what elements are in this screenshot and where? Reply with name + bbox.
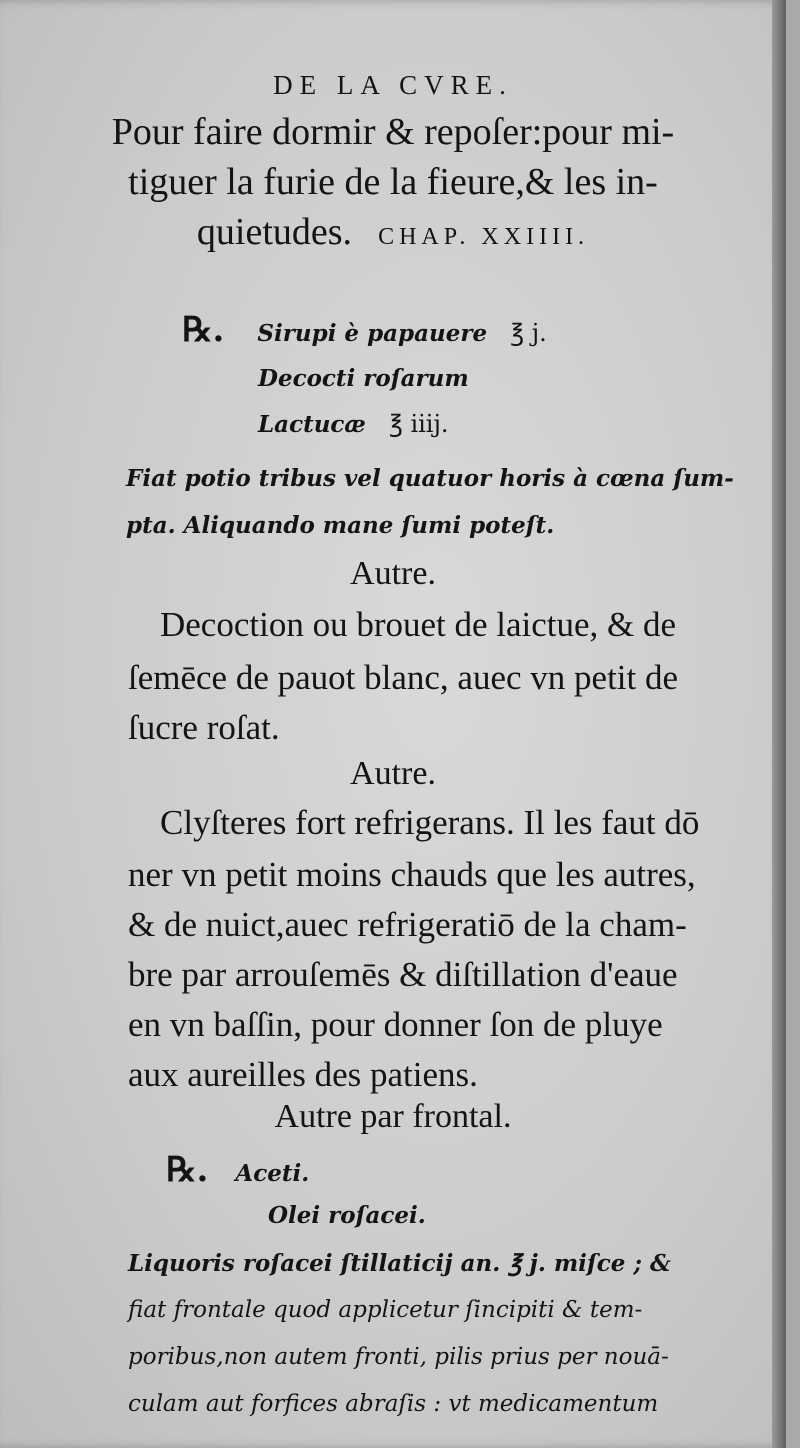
recipe-ingredient: Sirupi è papauere [257,320,488,347]
section-heading: Autre par frontal. [274,1098,512,1135]
chapter-title-line-3 [0,210,786,254]
body-line: Decoction ou brouet de laictue, & de [160,605,677,644]
recipe-line [166,1150,309,1190]
body-line: bre par arrouſemēs & diſtillation d'eaue [128,955,678,994]
chapter-title-line-1: Pour faire dormir & repoſer:pour mi- [111,111,675,153]
recipe-ingredient: Aceti. [235,1160,310,1187]
body-line: ſemēce de pauot blanc, auec vn petit de [128,658,679,697]
recipe-line-3 [258,410,449,438]
chapter-title-text: quietudes. [196,211,353,253]
recipe-symbol: ℞. [166,1150,209,1190]
chapter-number: CHAP. XXIIII. [378,224,590,250]
recipe-instruction: poribus,non autem fronti, pilis prius per nouā- [128,1344,669,1370]
recipe-instruction: Liquoris roſacei ſtillaticij an. ℥ j. miſce ; & [128,1250,671,1277]
recipe-ingredient: Olei roſacei. [268,1202,426,1229]
body-line: en vn baſſin, pour donner ſon de pluye [128,1005,663,1044]
recipe-instruction-1: Fiat potio tribus vel quatuor horis à cœna ſum- [126,465,734,492]
body-line: Clyſteres fort refrigerans. Il les faut dō [160,803,700,842]
recipe-dose: ℥ iiij. [388,410,449,438]
chapter-title-line-2: tiguer la furie de la fieure,& les in- [128,161,658,203]
section-heading: Autre. [350,755,436,792]
body-line: & de nuict,auec refrigeratiō de la cham- [128,905,687,944]
body-line: ſucre roſat. [128,708,280,747]
body-line: ner vn petit moins chauds que les autres, [128,855,696,894]
recipe-dose: ℥ j. [510,319,547,347]
recipe-line-1 [182,310,547,350]
recipe-instruction: fiat frontale quod applicetur ſincipiti & tem- [128,1297,643,1323]
section-heading: Autre. [350,555,436,592]
recipe-symbol: ℞. [182,310,225,350]
recipe-ingredient: Lactucæ [258,411,366,438]
body-line: aux aureilles des patiens. [128,1055,478,1094]
recipe-instruction: culam aut forfices abraſis : vt medicamentum [128,1391,659,1417]
recipe-instruction-2: pta. Aliquando mane ſumi poteſt. [126,512,555,539]
recipe-ingredient: Decocti roſarum [258,365,469,392]
running-head: DE LA CVRE. [273,70,513,100]
